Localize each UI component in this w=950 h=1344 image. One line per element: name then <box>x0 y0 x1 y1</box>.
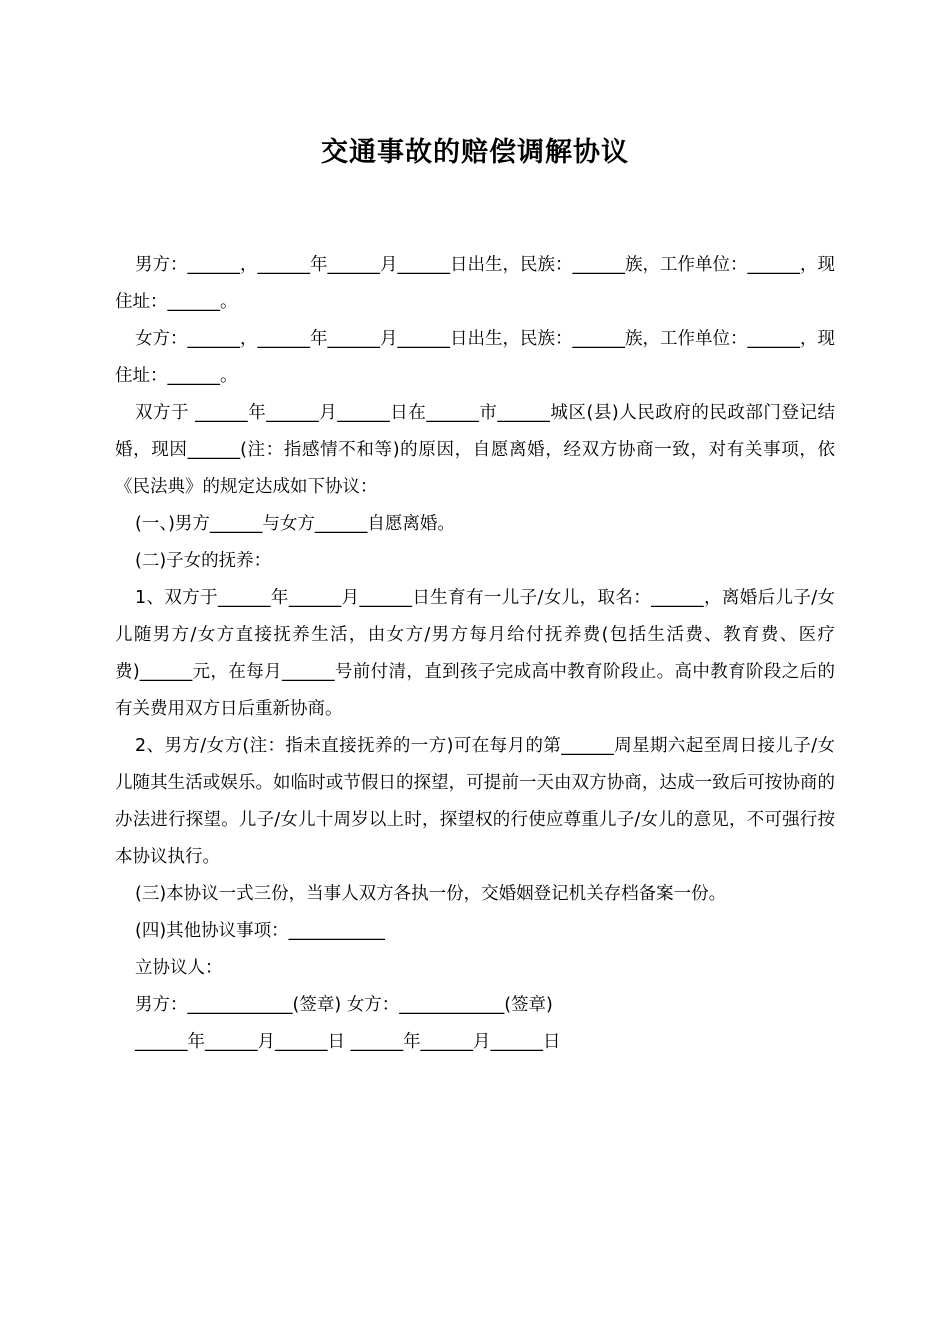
paragraph-marriage-background: 双方于 ______年______月______日在______市______城区(县)人民政府的民政部门登记结婚，现因______(注：指感情不和等)的原因，自愿离婚，经双方协商一致，对有关事项，依《民法典》的规定达成如下协议： <box>115 403 835 497</box>
clause-child-custody-heading: (二)子女的抚养： <box>135 551 272 571</box>
clause-divorce-consent: (一、)男方______与女方______自愿离婚。 <box>135 514 455 534</box>
document-body <box>115 247 835 1061</box>
paragraph-female-party-info: 女方：______，______年______月______日出生，民族：______族，工作单位：______，现住址：______。 <box>115 329 835 386</box>
clause-other-matters: (四)其他协议事项：___________ <box>135 921 385 941</box>
date-line: ______年______月______日 ______年______月______日 <box>135 1032 561 1052</box>
clause-copies: (三)本协议一式三份，当事人双方各执一份，交婚姻登记机关存档备案一份。 <box>135 884 727 904</box>
signature-line: 男方：____________(签章) 女方：____________(签章) <box>135 995 553 1015</box>
clause-child-support: 1、双方于______年______月______日生育有一儿子/女儿，取名：______，离婚后儿子/女儿随男方/女方直接抚养生活，由女方/男方每月给付抚养费(包括生活费、教育费、医疗费)______元，在每月______号前付清，直到孩子完成高中教育阶段止。高中教育阶段之后的有关费用双方日后重新协商。 <box>115 588 835 719</box>
signatories-label: 立协议人： <box>135 958 223 978</box>
clause-visitation: 2、男方/女方(注：指未直接抚养的一方)可在每月的第______周星期六起至周日接儿子/女儿随其生活或娱乐。如临时或节假日的探望，可提前一天由双方协商，达成一致后可按协商的办法进行探望。儿子/女儿十周岁以上时，探望权的行使应尊重儿子/女儿的意见，不可强行按本协议执行。 <box>115 736 835 867</box>
document-title: 交通事故的赔偿调解协议 <box>321 137 629 168</box>
paragraph-male-party-info: 男方：______，______年______月______日出生，民族：______族，工作单位：______，现住址：______。 <box>115 255 835 312</box>
